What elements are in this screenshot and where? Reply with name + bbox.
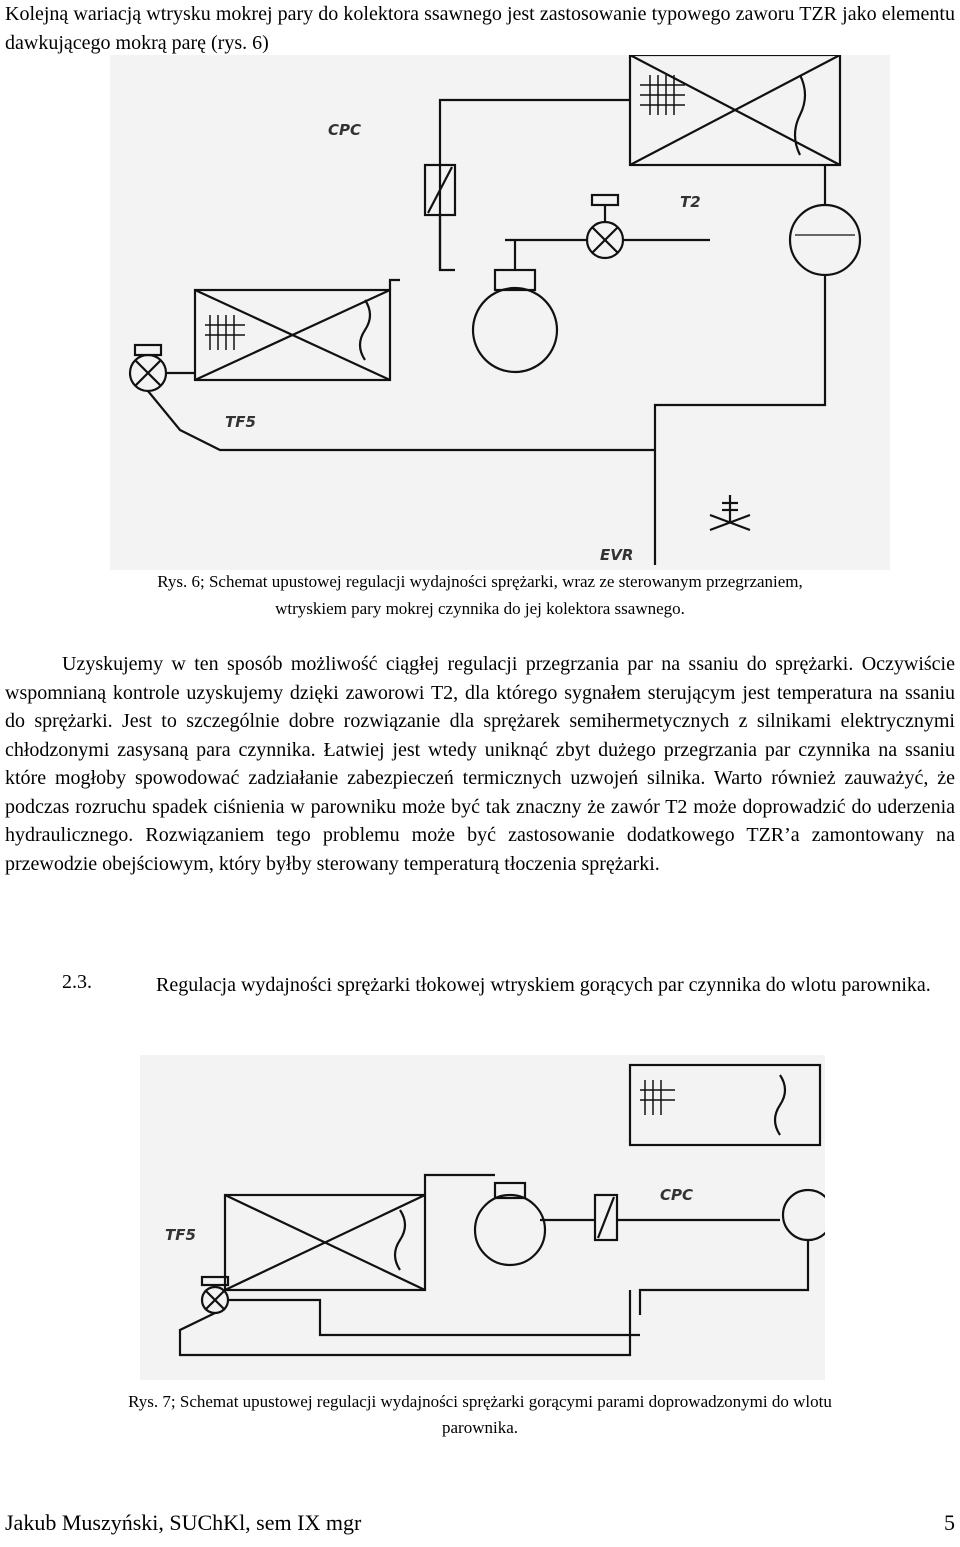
tf5-label: TF5 (165, 1226, 196, 1244)
cpc-label: CPC (328, 121, 362, 139)
section-number: 2.3. (62, 971, 92, 993)
tf5-label: TF5 (225, 413, 256, 431)
evr-label: EVR (600, 546, 634, 564)
figure-7-diagram (140, 1055, 825, 1380)
main-paragraph: Uzyskujemy w ten sposób możliwość ciągłej regulacji przegrzania par na ssaniu do sprężarki. Oczywiście wspomnianą kontrole uzyskujemy dzięki zaworowi T2, dla którego sygnałem sterującym jest temperatura na ssaniu do sprężarki. Jest to szczególnie dobre rozwiązanie dla sprężarek semihermetycznych z silnikami elektrycznymi chłodzonymi zasysaną para czynnika. Łatwiej jest wtedy uniknąć zbyt dużego przegrzania par czynnika na ssaniu które mogłoby spowodować zadziałanie zabezpieczeń termicznych uzwojeń silnika. Warto również zauważyć, że podczas rozruchu spadek ciśnienia w parowniku może być tak znaczny że zawór T2 może doprowadzić do uderzenia hydraulicznego. Rozwiązaniem tego problemu może być zastosowanie dodatkowego TZR’a zamontowany na przewodzie obejściowym, który byłby sterowany temperaturą tłoczenia sprężarki. (5, 653, 955, 875)
figure-6-caption-line2: wtryskiem pary mokrej czynnika do jej kolektora ssawnego. (275, 599, 685, 618)
cpc-label: CPC (660, 1186, 694, 1204)
section-title: Regulacja wydajności sprężarki tłokowej wtryskiem gorących par czynnika do wlotu parownika. (156, 974, 931, 996)
footer-author: Jakub Muszyński, SUChKl, sem IX mgr (5, 1510, 362, 1535)
figure-7-caption-line2: parownika. (441, 1418, 518, 1437)
figure-7-caption-line1: Rys. 7; Schemat upustowej regulacji wydajności sprężarki gorącymi parami doprowadzonymi do wlotu (128, 1392, 832, 1411)
page-footer (5, 1510, 955, 1536)
figure-6-caption-line1: Rys. 6; Schemat upustowej regulacji wydajności sprężarki, wraz ze sterowanym przegrzaniem, (157, 572, 803, 591)
figure-6-diagram (110, 55, 890, 570)
t2-label: T2 (680, 193, 701, 211)
page-number: 5 (944, 1510, 955, 1535)
intro-paragraph: Kolejną wariacją wtrysku mokrej pary do kolektora ssawnego jest zastosowanie typowego zaworu TZR jako elementu dawkującego mokrą parę (rys. 6) (5, 3, 955, 54)
